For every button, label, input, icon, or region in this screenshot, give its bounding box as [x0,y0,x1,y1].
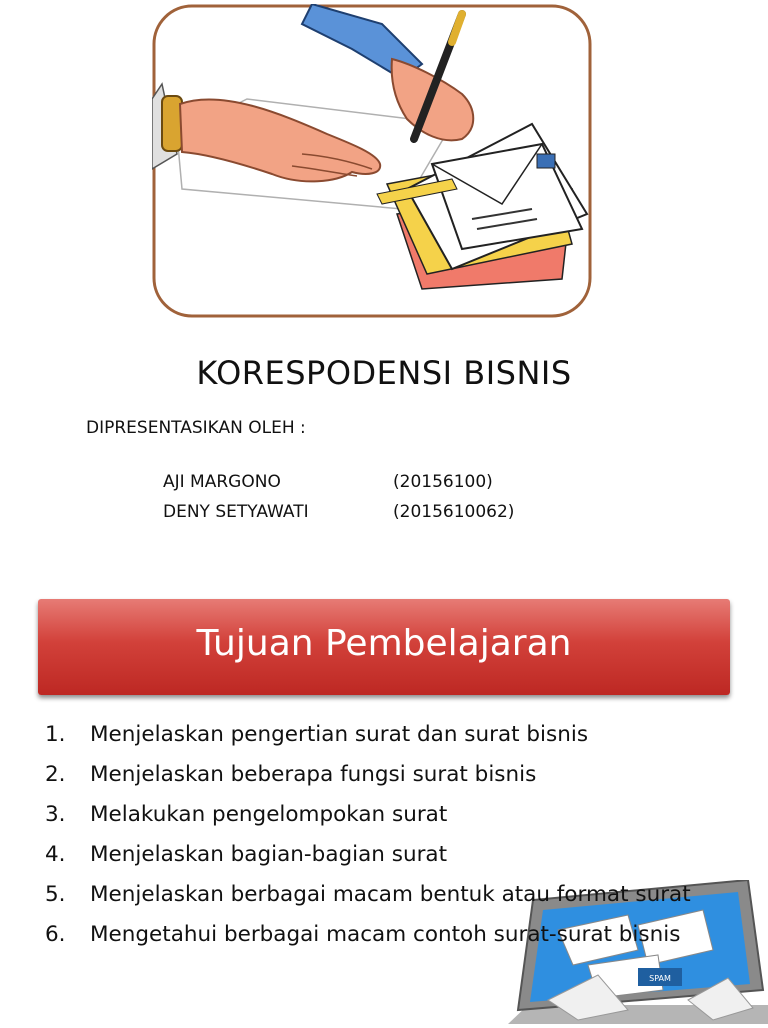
list-item [0,882,760,918]
presenter-id: (20156100) [393,472,493,492]
presented-by-label: DIPRESENTASIKAN OLEH : [86,418,306,438]
list-number: 3. [45,802,66,827]
spam-label: SPAM [649,974,671,983]
list-number: 4. [45,842,66,867]
list-text: Menjelaskan beberapa fungsi surat bisnis [90,762,537,787]
list-item [0,802,760,838]
presenter-name: DENY SETYAWATI [163,502,309,522]
presentation-title: KORESPODENSI BISNIS [196,354,572,392]
presenter-row [163,502,643,526]
list-number: 6. [45,922,66,947]
presenter-name: AJI MARGONO [163,472,281,492]
presenter-row [163,472,643,496]
list-item [0,762,760,798]
section-title-banner [38,599,730,695]
list-item [0,722,760,758]
list-text: Melakukan pengelompokan surat [90,802,448,827]
list-item [0,922,760,958]
list-text: Menjelaskan berbagai macam bentuk atau format surat [90,882,691,907]
list-number: 2. [45,762,66,787]
list-number: 5. [45,882,66,907]
list-text: Mengetahui berbagai macam contoh surat-surat bisnis [90,922,681,947]
list-text: Menjelaskan pengertian surat dan surat bisnis [90,722,589,747]
list-item [0,842,760,878]
presenter-id: (2015610062) [393,502,515,522]
section-title: Tujuan Pembelajaran [196,623,572,664]
writing-hands-illustration [152,4,592,318]
list-number: 1. [45,722,66,747]
list-text: Menjelaskan bagian-bagian surat [90,842,448,867]
